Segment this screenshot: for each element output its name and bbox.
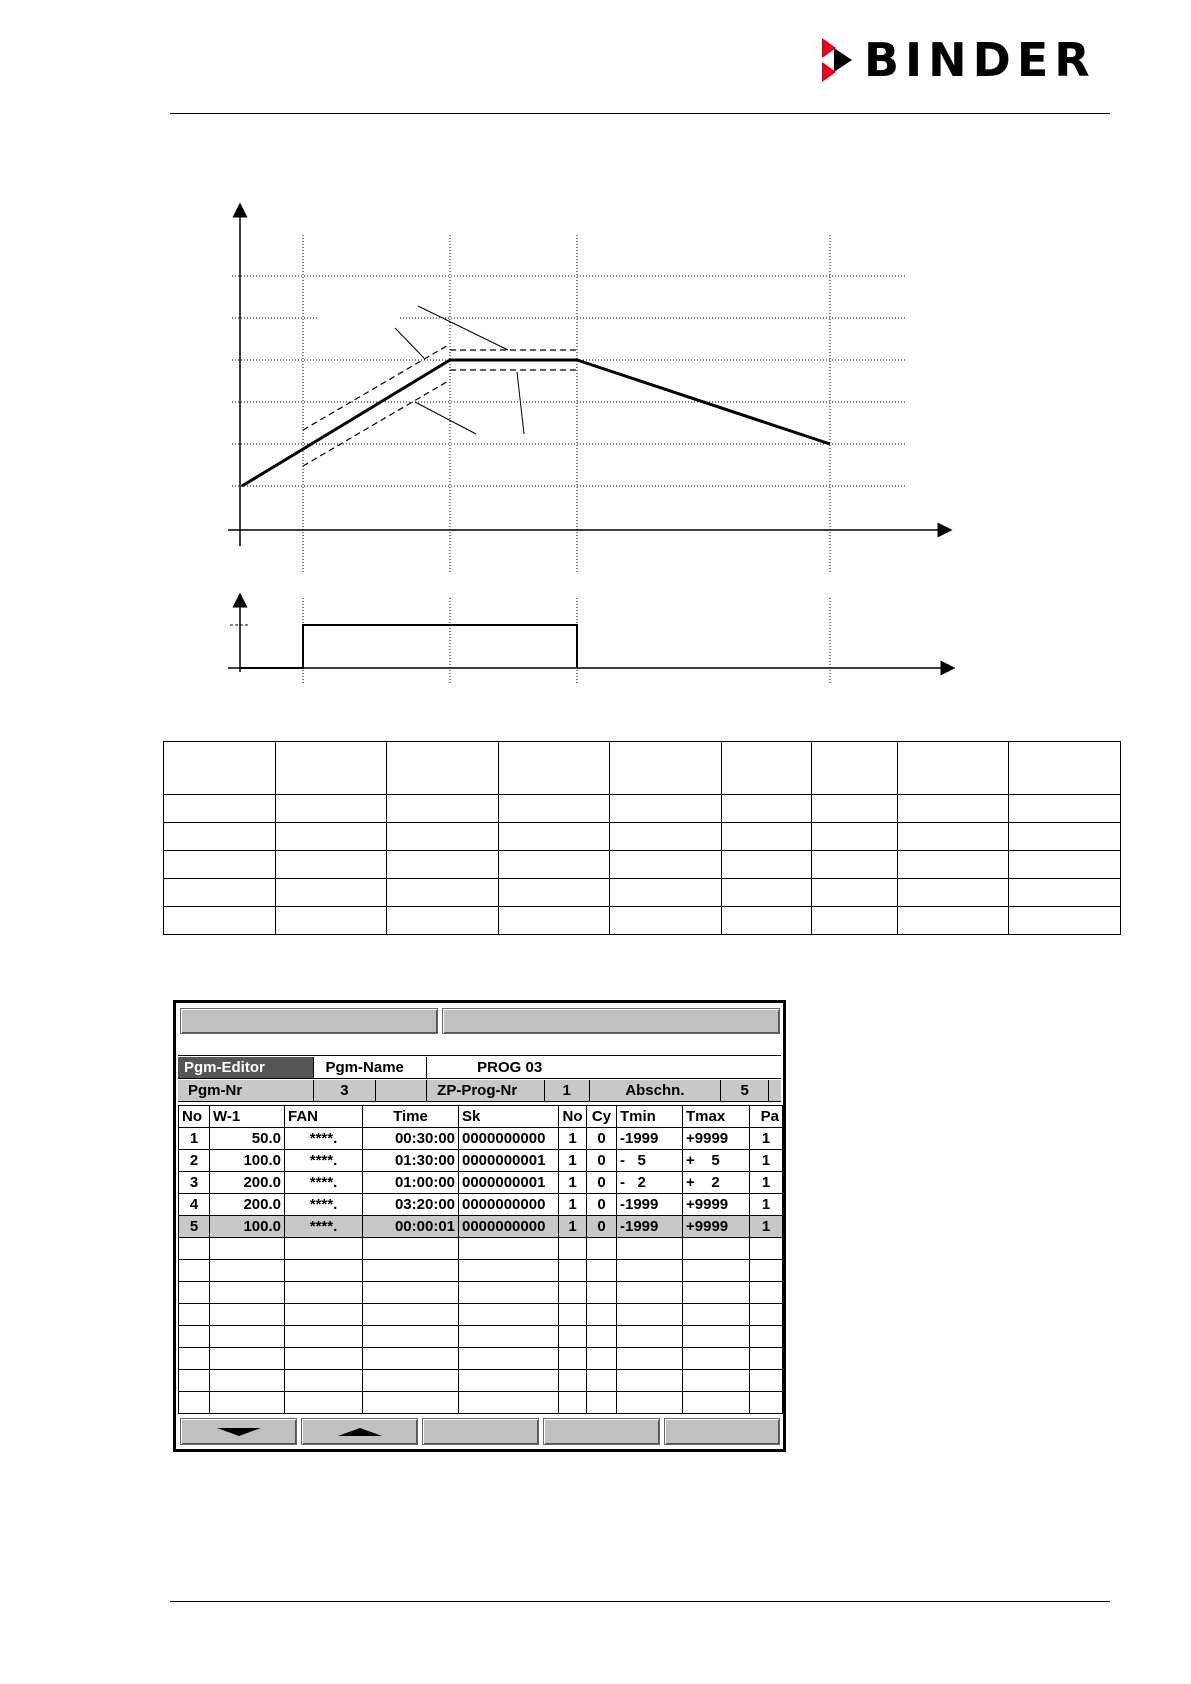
pgm-editor-label: Pgm-Editor: [178, 1057, 314, 1079]
softkey-4-button[interactable]: [543, 1418, 660, 1445]
col-cy: Cy: [587, 1106, 617, 1128]
col-fan: FAN: [285, 1106, 363, 1128]
segment-table-header: [179, 1106, 783, 1128]
segment-table: [178, 1105, 783, 1414]
brand-name: BINDER: [864, 33, 1096, 87]
table-row-selected[interactable]: 5 100.0 ****. 00:00:01 0000000000 1 0 -1999 +9999 1: [179, 1216, 783, 1238]
zp-prog-nr-value[interactable]: 1: [545, 1080, 590, 1102]
section-value[interactable]: 5: [721, 1080, 769, 1102]
pgm-name-value[interactable]: PROG 03: [427, 1057, 781, 1079]
col-pa: Pa: [750, 1106, 783, 1128]
program-editor-screen: [173, 1000, 786, 1452]
section-label: Abschn.: [590, 1080, 722, 1102]
col-w1: W-1: [210, 1106, 285, 1128]
softkey-5-button[interactable]: [664, 1418, 780, 1445]
pgm-nr-value[interactable]: 3: [314, 1080, 377, 1102]
softkey-3-button[interactable]: [422, 1418, 539, 1445]
editor-info-row: [178, 1080, 781, 1102]
empty-row[interactable]: [179, 1238, 783, 1260]
table-row[interactable]: 4 200.0 ****. 03:20:00 0000000000 1 0 -1999 +9999 1: [179, 1194, 783, 1216]
empty-row[interactable]: [179, 1260, 783, 1282]
top-button-left[interactable]: [180, 1008, 438, 1034]
arrow-up-icon: [338, 1428, 382, 1436]
col-tmin: Tmin: [617, 1106, 683, 1128]
scroll-up-button[interactable]: [301, 1418, 418, 1445]
diagram-gridlines: [232, 235, 905, 684]
col-no: No: [179, 1106, 210, 1128]
pgm-nr-label: Pgm-Nr: [178, 1080, 314, 1102]
top-button-right[interactable]: [442, 1008, 780, 1034]
tolerance-band: [303, 344, 577, 466]
col-no2: No: [559, 1106, 587, 1128]
empty-row[interactable]: [179, 1370, 783, 1392]
empty-row[interactable]: [179, 1326, 783, 1348]
program-table-blank: [163, 741, 1121, 935]
empty-row[interactable]: [179, 1282, 783, 1304]
pgm-name-label: Pgm-Name: [314, 1057, 428, 1079]
header-divider: [178, 1055, 781, 1056]
program-diagram: [0, 0, 1191, 700]
scroll-down-button[interactable]: [180, 1418, 297, 1445]
editor-title-row: [178, 1057, 781, 1079]
table-row[interactable]: 3 200.0 ****. 01:00:00 0000000001 1 0 - 2 + 2 1: [179, 1172, 783, 1194]
diagram-axes: [228, 210, 948, 672]
zp-prog-nr-label: ZP-Prog-Nr: [427, 1080, 545, 1102]
table-row[interactable]: 2 100.0 ****. 01:30:00 0000000001 1 0 - 5 + 5 1: [179, 1150, 783, 1172]
empty-row[interactable]: [179, 1392, 783, 1414]
footer-rule: [170, 1601, 1110, 1602]
switching-contact-signal: [240, 625, 577, 668]
col-tmax: Tmax: [683, 1106, 750, 1128]
empty-row[interactable]: [179, 1348, 783, 1370]
col-time: Time: [363, 1106, 459, 1128]
col-sk: Sk: [459, 1106, 559, 1128]
empty-row[interactable]: [179, 1304, 783, 1326]
pgm-nr-spacer: [376, 1080, 427, 1102]
table-row[interactable]: 1 50.0 ****. 00:30:00 0000000000 1 0 -1999 +9999 1: [179, 1128, 783, 1150]
arrow-down-icon: [217, 1428, 261, 1436]
setpoint-profile-line: [242, 360, 830, 486]
